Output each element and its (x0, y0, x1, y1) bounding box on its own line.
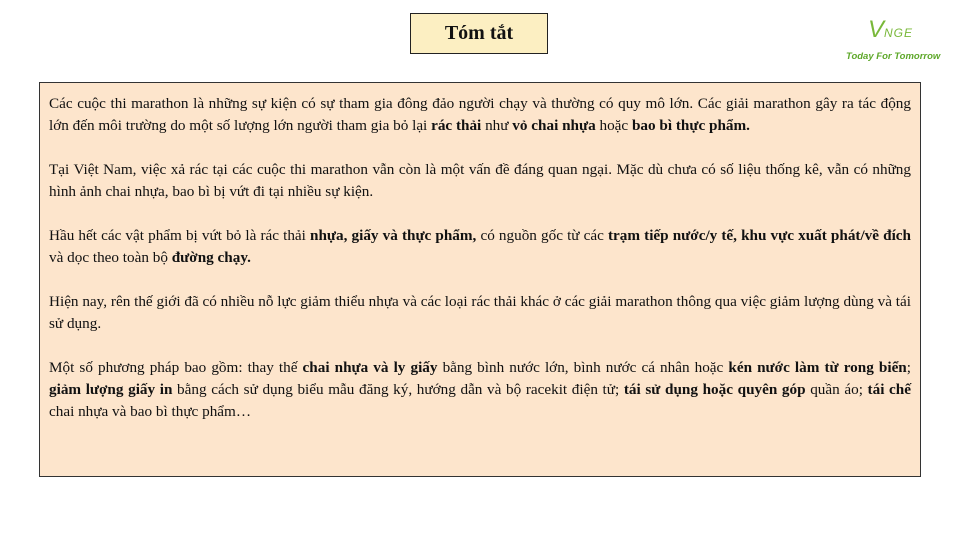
text-run: bằng cách sử dụng biểu mẫu đăng ký, hướng dẫn và bộ racekit điện tử; (172, 381, 624, 398)
summary-box (39, 82, 921, 477)
logo-mark-rest: NGE (884, 26, 914, 40)
text-run: hoặc (595, 117, 632, 134)
bold-run: chai nhựa và ly giấy (302, 359, 438, 376)
text-run: chai nhựa và bao bì thực phẩm… (49, 403, 252, 420)
bold-run: đường chạy. (171, 249, 251, 266)
bold-run: tái sử dụng hoặc quyên góp (623, 381, 806, 398)
summary-paragraph-1 (49, 93, 911, 137)
bold-run: kén nước làm từ rong biển (728, 359, 907, 376)
summary-paragraph-5 (49, 357, 911, 423)
text-run: Hiện nay, rên thế giới đã có nhiều nỗ lực giảm thiểu nhựa và các loại rác thải khác ở các giải marathon thông qua việc giảm lượng dùng và tái sử dụng. (49, 293, 911, 332)
summary-paragraph-4 (49, 291, 911, 335)
text-run: như (481, 117, 513, 134)
text-run: và dọc theo toàn bộ (49, 249, 172, 266)
summary-paragraph-2 (49, 159, 911, 203)
logo-mark-v: V (868, 16, 885, 43)
bold-run: giảm lượng giấy in (49, 381, 173, 398)
logo-mark (868, 16, 913, 44)
text-run: Các cuộc thi marathon là những sự kiện có sự tham gia đông đảo người chạy và thường có quy mô lớn. Các giải marathon gây ra tác động lớn đến môi trường do một số lượng lớn người tham gia bỏ lại (49, 95, 911, 134)
text-run: Hầu hết các vật phẩm bị vứt bỏ là rác thải (49, 227, 310, 244)
bold-run: vỏ chai nhựa (512, 117, 596, 134)
text-run: quần áo; (805, 381, 868, 398)
bold-run: rác thải (431, 117, 482, 134)
bold-run: bao bì thực phẩm. (631, 117, 750, 134)
text-run: Tại Việt Nam, việc xả rác tại các cuộc thi marathon vẫn còn là một vấn đề đáng quan ngại. Mặc dù chưa có số liệu thống kê, vẫn có những hình ảnh chai nhựa, bao bì bị vứt đi tại nhiều sự kiện. (49, 161, 911, 200)
page-title: Tóm tắt (444, 22, 514, 44)
text-run: bằng bình nước lớn, bình nước cá nhân hoặc (437, 359, 729, 376)
logo-tagline: Today For Tomorrow (846, 51, 941, 62)
text-run: có nguồn gốc từ các (476, 227, 608, 244)
text-run: ; (906, 359, 911, 376)
bold-run: tái chế (867, 381, 911, 398)
text-run: Một số phương pháp bao gồm: thay thế (49, 359, 303, 376)
summary-paragraph-3 (49, 225, 911, 269)
bold-run: trạm tiếp nước/y tế, khu vực xuất phát/về đích (607, 227, 911, 244)
title-box (410, 13, 548, 54)
bold-run: nhựa, giấy và thực phẩm, (310, 227, 477, 244)
vnge-logo (840, 16, 950, 64)
